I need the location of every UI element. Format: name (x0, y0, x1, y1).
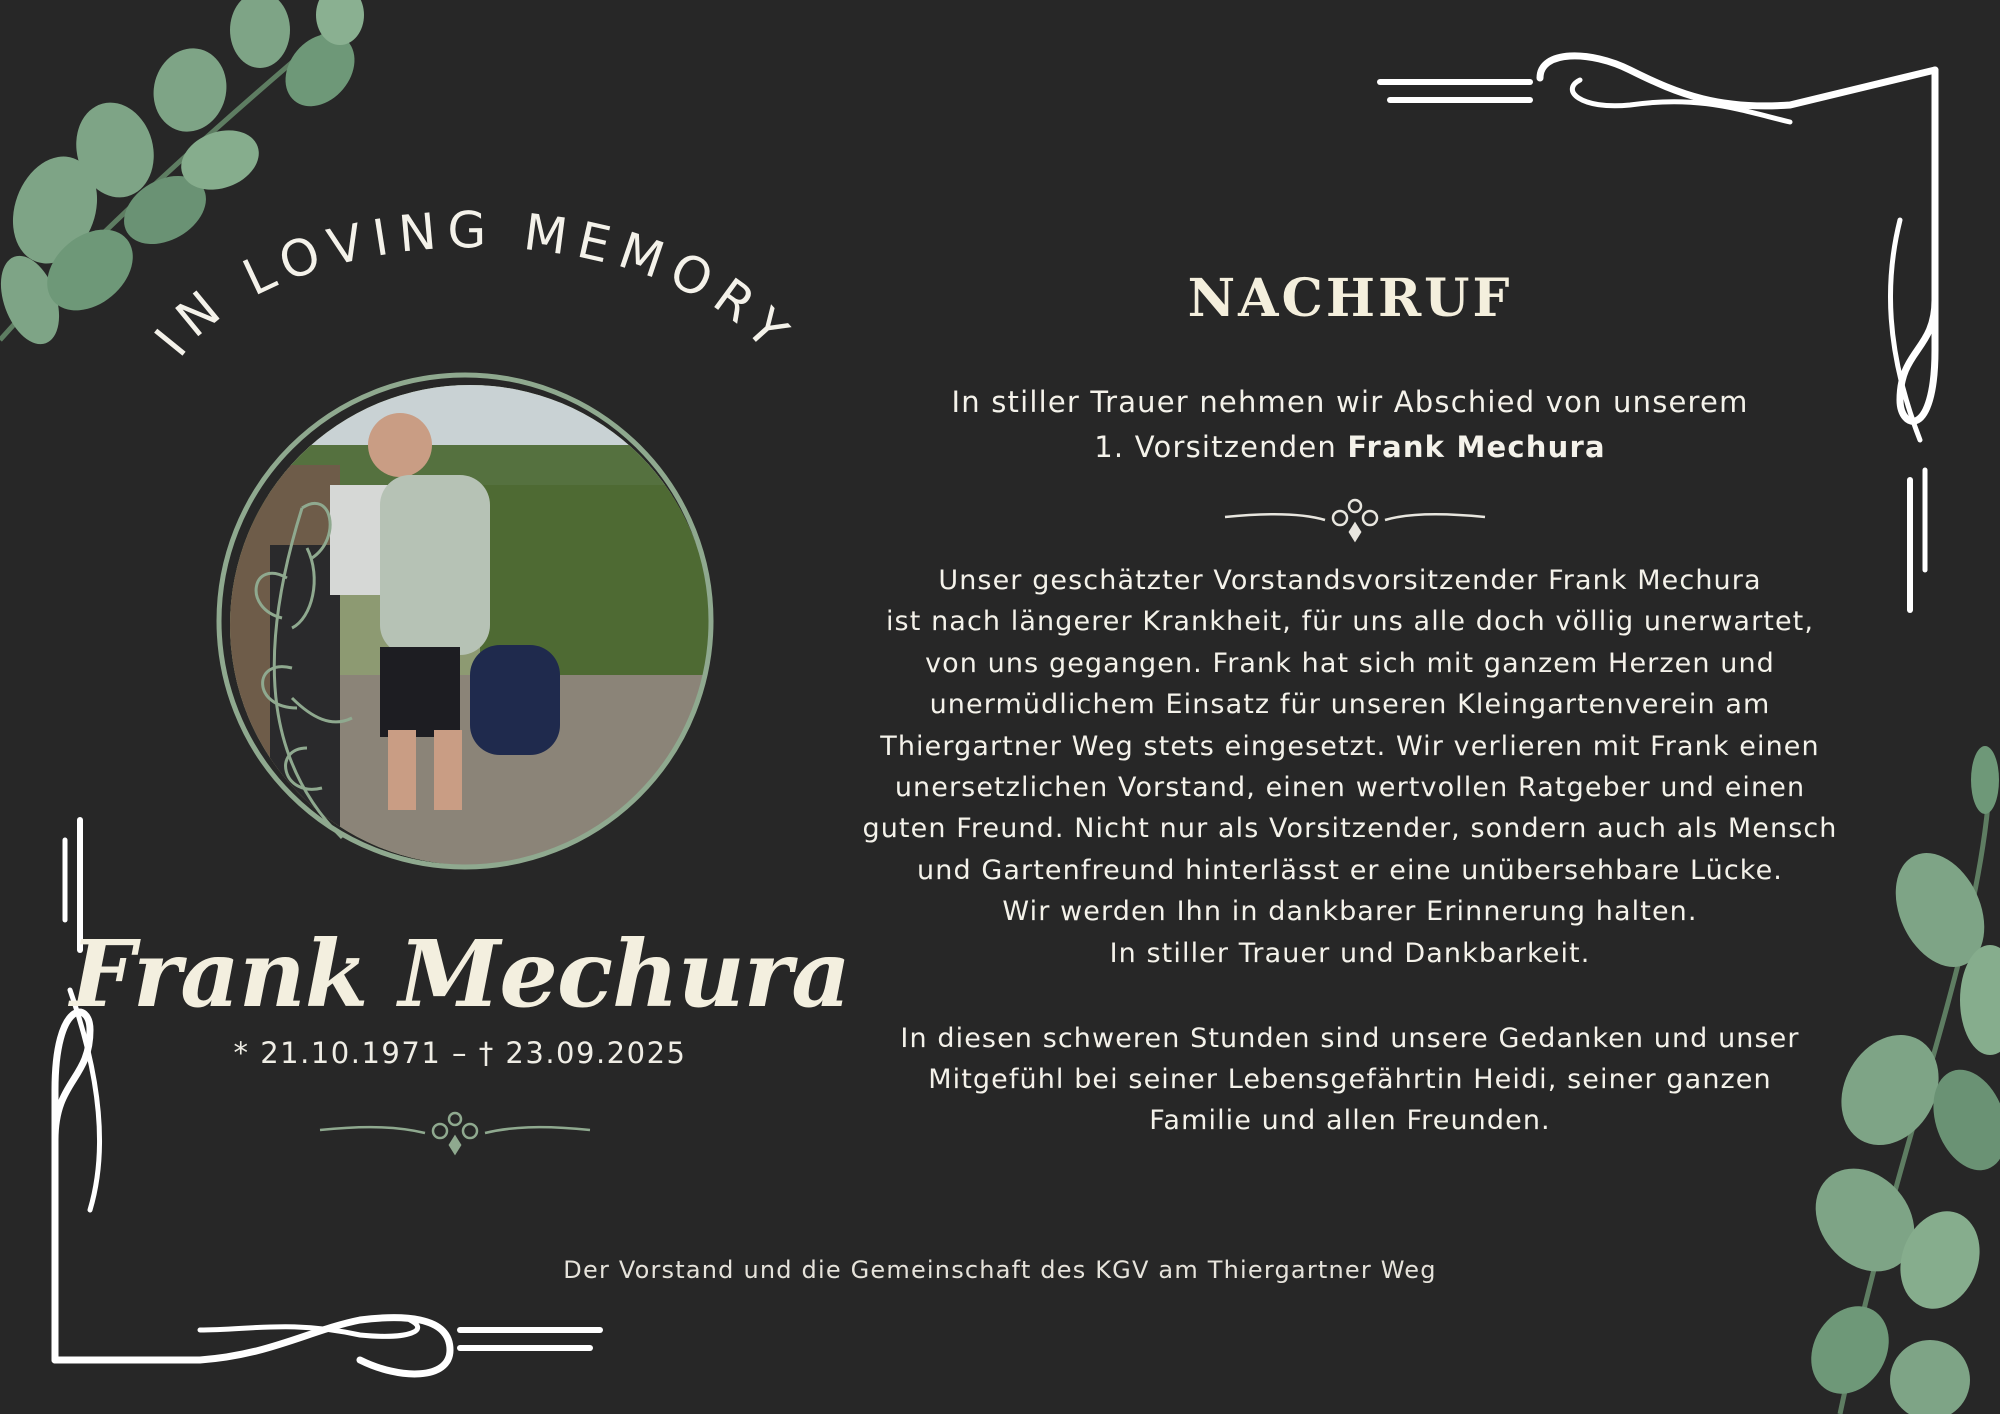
body-line: Thiergartner Weg stets eingesetzt. Wir verlieren mit Frank einen (880, 730, 1820, 762)
corner-flourish-top-right-icon (1380, 50, 1970, 630)
body-line: ist nach längerer Krankheit, für uns alle doch völlig unerwartet, (885, 606, 1815, 638)
body-line: und Gartenfreund hinterlässt er eine unübersehbare Lücke. (917, 854, 1783, 886)
body-line: In stiller Trauer und Dankbarkeit. (1109, 937, 1591, 969)
body-line: von uns gegangen. Frank hat sich mit ganzem Herzen und (925, 647, 1775, 679)
condolence-line: Mitgefühl bei seiner Lebensgefährtin Heidi, seiner ganzen (928, 1064, 1772, 1095)
condolence-line: Familie und allen Freunden. (1149, 1105, 1551, 1136)
divider-ornament-left-icon (320, 1105, 590, 1155)
body-line: guten Freund. Nicht nur als Vorsitzender, sondern auch als Mensch (862, 813, 1838, 845)
leaf-wreath-icon (212, 368, 718, 874)
corner-flourish-bottom-left-icon (30, 810, 620, 1390)
svg-text:IN LOVING MEMORY (144, 201, 806, 367)
condolence-line: In diesen schweren Stunden sind unsere Gedanken und unser (900, 1023, 1800, 1054)
divider-ornament-right-icon (1225, 492, 1485, 542)
arch-heading-text: IN LOVING MEMORY (143, 201, 806, 367)
intro-line-2-name: Frank Mechura (1347, 430, 1606, 464)
life-dates: * 21.10.1971 – † 23.09.2025 (233, 1036, 687, 1070)
obituary-body (840, 560, 1860, 974)
body-line: unermüdlichem Einsatz für unseren Kleingartenverein am (929, 689, 1771, 721)
condolence-text (840, 1018, 1860, 1141)
obituary-heading: NACHRUF (1187, 268, 1513, 329)
body-line: unersetzlichen Vorstand, einen wertvollen Ratgeber und einen (894, 772, 1806, 804)
obituary-intro (840, 380, 1860, 470)
footer-signature: Der Vorstand und die Gemeinschaft des KGV am Thiergartner Weg (563, 1256, 1437, 1284)
body-line: Unser geschätzter Vorstandsvorsitzender Frank Mechura (938, 565, 1762, 596)
intro-line-1: In stiller Trauer nehmen wir Abschied von unserem (951, 385, 1749, 419)
intro-line-2 (840, 425, 1860, 470)
body-line: Wir werden Ihn in dankbarer Erinnerung halten. (1002, 896, 1698, 928)
intro-line-2-prefix: 1. Vorsitzenden (1094, 430, 1348, 464)
deceased-name: Frank Mechura (70, 920, 850, 1028)
